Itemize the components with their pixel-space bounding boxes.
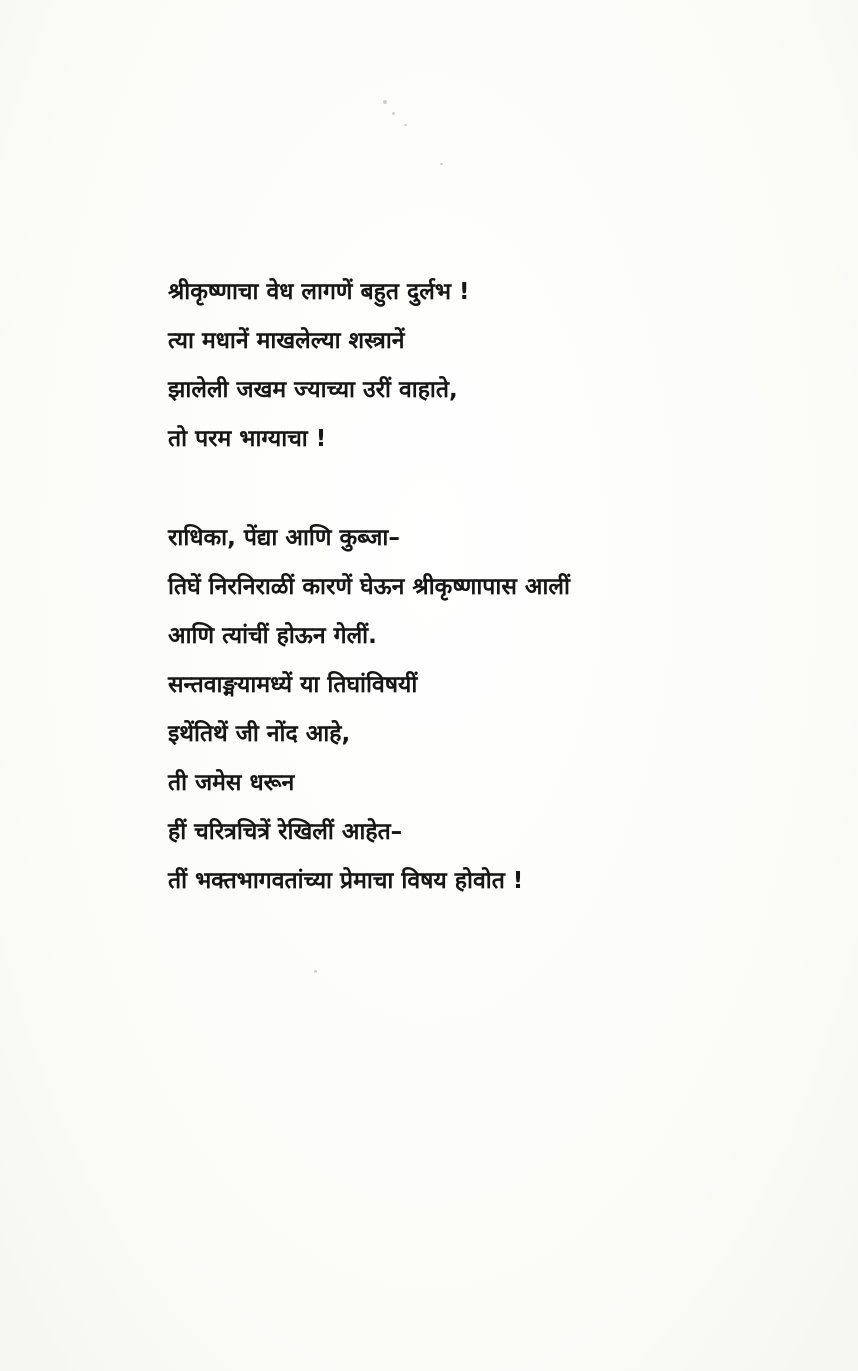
stanza-line: सन्तवाङ्मयामध्यें या तिघांविषयीं: [168, 672, 418, 698]
stanza-line: हीं चरित्रचित्रें रेखिलीं आहेत–: [168, 819, 403, 845]
stanza-1: [168, 268, 469, 464]
paper-speck: [440, 163, 443, 165]
paper-speck: [314, 970, 317, 973]
stanza-line: राधिका, पेंद्या आणि कुब्जा–: [168, 525, 400, 551]
paper-speck: [404, 124, 407, 126]
paper-speck: [383, 100, 387, 104]
paper-speck: [392, 112, 395, 115]
stanza-line: आणि त्यांचीं होऊन गेलीं.: [168, 623, 377, 649]
stanza-2: [168, 514, 570, 906]
stanza-line: त्या मधानें माखलेल्या शस्त्रानें: [168, 328, 405, 354]
stanza-line: झालेली जखम ज्याच्या उरीं वाहाते,: [168, 377, 458, 403]
stanza-line: तो परम भाग्याचा !: [168, 426, 327, 452]
stanza-line: तीं भक्तभागवतांच्या प्रेमाचा विषय होवोत !: [168, 868, 524, 894]
stanza-line: श्रीकृष्णाचा वेध लागणें बहुत दुर्लभ !: [168, 279, 470, 305]
stanza-line: इथेंतिथें जी नोंद आहे,: [168, 721, 351, 747]
stanza-line: तिघें निरनिराळीं कारणें घेऊन श्रीकृष्णापास आलीं: [168, 574, 570, 600]
stanza-line: ती जमेस धरून: [168, 770, 295, 796]
